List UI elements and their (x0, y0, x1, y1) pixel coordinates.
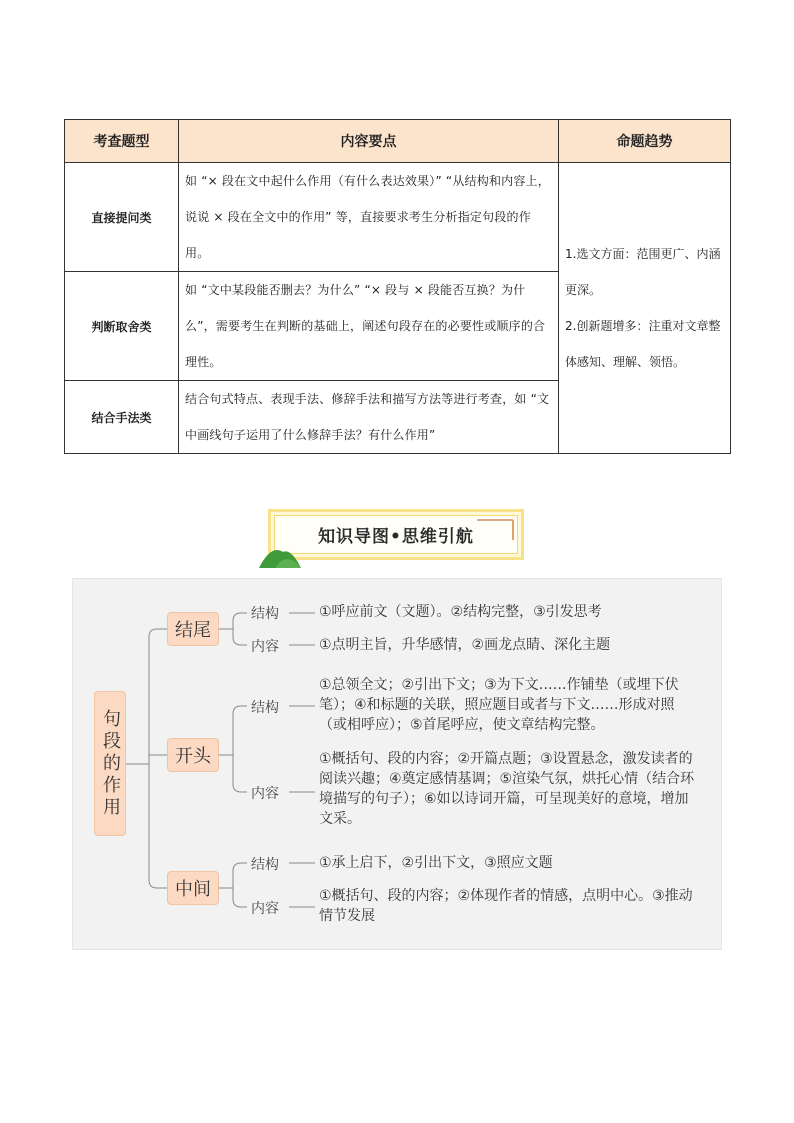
leaf-label-content: 内容 (251, 639, 279, 655)
leaf-label-structure: 结构 (251, 606, 279, 622)
branch-opening: 开头 (167, 738, 219, 772)
header-content: 内容要点 (179, 120, 559, 163)
question-type-table (64, 119, 731, 454)
root-node: 句段的作用 (94, 691, 126, 836)
leaf-text: ①点明主旨，升华感情，②画龙点睛、深化主题 (319, 637, 611, 653)
header-trend: 命题趋势 (559, 120, 731, 163)
row-content: 结合句式特点、表现手法、修辞手法和描写方法等进行考查，如 “文中画线句子运用了什么修辞手法？有什么作用” (179, 381, 559, 454)
leaf-text: ①总领全文；②引出下文；③为下文……作铺垫（或埋下伏笔）；④和标题的关联，照应题目或者与下文……形成对照（或相呼应）；⑤首尾呼应，使文章结构完整。 (319, 677, 679, 733)
section-banner (268, 509, 524, 560)
row-type: 结合手法类 (65, 381, 179, 454)
leaf-text: ①概括句、段的内容；②开篇点题；③设置悬念，激发读者的阅读兴趣；④奠定感情基调；⑤渲染气氛，烘托心情（结合环境描写的句子）；⑥如以诗词开篇，可呈现美好的意境，增加文采。 (319, 751, 695, 827)
banner-title: 知识导图•思维引航 (318, 527, 474, 547)
leaf-label-content: 内容 (251, 901, 279, 917)
mind-map (72, 578, 722, 950)
branch-ending: 结尾 (167, 612, 219, 646)
row-type: 直接提问类 (65, 163, 179, 272)
leaf-label-structure: 结构 (251, 700, 279, 716)
leaf-label-content: 内容 (251, 786, 279, 802)
hills-icon (257, 542, 305, 568)
row-content: 如 “× 段在文中起什么作用（有什么表达效果）” “从结构和内容上，说说 × 段在全文中的作用” 等，直接要求考生分析指定句段的作用。 (179, 163, 559, 272)
row-type: 判断取舍类 (65, 272, 179, 381)
branch-middle: 中间 (167, 871, 219, 905)
trend-item: 2.创新题增多：注重对文章整体感知、理解、领悟。 (565, 319, 721, 369)
table-row (65, 163, 731, 272)
leaf-text: ①呼应前文（文题）。②结构完整，③引发思考 (319, 604, 602, 620)
table-header-row (65, 120, 731, 163)
trend-cell (559, 163, 731, 454)
leaf-text: ①承上启下，②引出下文，③照应文题 (319, 855, 553, 871)
header-type: 考查题型 (65, 120, 179, 163)
leaf-text: ①概括句、段的内容；②体现作者的情感，点明中心。③推动情节发展 (319, 888, 693, 924)
trend-item: 1.选文方面：范围更广、内涵更深。 (565, 247, 721, 297)
row-content: 如 “文中某段能否删去？为什么” “× 段与 × 段能否互换？为什么”，需要考生在判断的基础上，阐述句段存在的必要性或顺序的合理性。 (179, 272, 559, 381)
banner-corner-decoration (475, 518, 515, 544)
leaf-label-structure: 结构 (251, 857, 279, 873)
